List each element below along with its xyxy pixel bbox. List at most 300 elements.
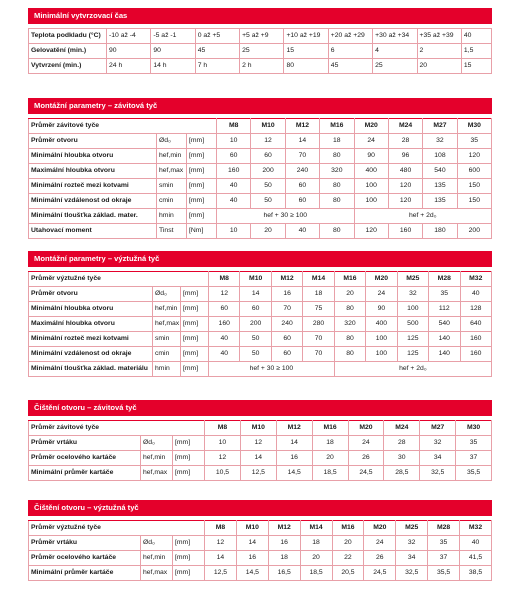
table-row [29,536,492,551]
table-row [29,362,492,377]
value-cell: 60 [271,332,302,347]
value-cell: 45 [195,44,239,59]
symbol-cell: cmin [157,194,187,209]
value-cell: 96 [388,149,422,164]
value-cell: 40 [460,287,492,302]
row-label: Minimální rozteč mezi kotvami [29,179,157,194]
value-cell: 80 [320,194,354,209]
size-header: M25 [397,272,428,287]
value-cell: 10,5 [205,466,241,481]
header-row [29,272,492,287]
value-cell: 128 [460,302,492,317]
table-row [29,44,492,59]
value-cell: 26 [364,551,396,566]
size-header: M14 [303,272,334,287]
value-cell: 30 [384,451,420,466]
value-cell: 20 [312,451,348,466]
value-cell: 12 [205,451,241,466]
size-header: M10 [240,272,271,287]
value-cell: 28 [388,134,422,149]
value-cell: 150 [457,194,491,209]
row-label: Minimální průměr kartáče [29,566,141,581]
table-row [29,436,492,451]
value-cell: 15 [461,59,491,74]
unit-cell: [mm] [181,317,209,332]
value-cell: 32,5 [396,566,428,581]
symbol-cell: hef,min [157,149,187,164]
value-cell: 60 [217,149,251,164]
value-cell: 40 [285,224,319,239]
value-cell: 80 [320,149,354,164]
size-header: M24 [388,119,422,134]
value-cell: 600 [457,164,491,179]
value-cell: 37 [456,451,492,466]
value-cell: 2 [417,44,461,59]
row-label: Maximální hloubka otvoru [29,317,153,332]
value-cell: 60 [209,302,240,317]
size-header: M20 [366,272,397,287]
value-cell: 12 [205,536,237,551]
table-row [29,551,492,566]
value-cell: 240 [271,317,302,332]
value-cell: 60 [271,347,302,362]
size-header: M14 [300,521,332,536]
symbol-cell: hmin [157,209,187,224]
rebar-parameters-table [28,267,492,377]
value-cell: 100 [354,179,388,194]
size-header: M12 [271,272,302,287]
size-header: M28 [428,521,460,536]
table-row [29,59,492,74]
unit-cell: [mm] [187,164,217,179]
value-cell: 280 [303,317,334,332]
unit-cell: [mm] [173,436,205,451]
value-cell: 100 [397,302,428,317]
symbol-cell: cmin [153,347,181,362]
value-cell: 90 [366,302,397,317]
value-cell: 1,5 [461,44,491,59]
symbol-cell: hmin [153,362,181,377]
unit-cell: [mm] [181,287,209,302]
value-cell: 50 [251,179,285,194]
header-label: Průměr výztužné tyče [29,521,205,536]
section-title: Čištění otvoru – výztužná tyč [28,500,492,516]
value-cell: 18 [303,287,334,302]
size-header: M27 [420,421,456,436]
symbol-cell: hef,max [141,466,173,481]
value-cell: 12 [209,287,240,302]
section-title: Montážní parametry – závitová tyč [28,98,492,114]
header-row [29,521,492,536]
value-cell: 320 [334,317,365,332]
value-cell: 16 [236,551,268,566]
value-cell: 38,5 [460,566,492,581]
threaded-rod-cleaning-section [28,400,492,481]
value-cell: 240 [285,164,319,179]
size-header: M10 [240,421,276,436]
value-cell: 41,5 [460,551,492,566]
row-label: Maximální hloubka otvoru [29,164,157,179]
value-cell: 20 [332,536,364,551]
size-header: M10 [236,521,268,536]
size-header: M16 [320,119,354,134]
symbol-cell: Tinst [157,224,187,239]
value-cell: 25 [240,44,284,59]
value-cell: 320 [320,164,354,179]
table-row [29,164,492,179]
value-cell: 14 [236,536,268,551]
table-row [29,451,492,466]
value-cell: 120 [457,149,491,164]
value-cell: 34 [396,551,428,566]
size-header: M16 [334,272,365,287]
value-cell: 40 [460,536,492,551]
value-cell: 10 [217,224,251,239]
value-cell: 15 [284,44,328,59]
value-cell: 40 [461,29,491,44]
value-cell: 90 [354,149,388,164]
value-cell: 20 [251,224,285,239]
value-cell: 10 [217,134,251,149]
value-cell: +10 až +19 [284,29,328,44]
value-cell: 28,5 [384,466,420,481]
symbol-cell: hef,max [141,566,173,581]
value-cell: 24 [364,536,396,551]
size-header: M16 [312,421,348,436]
unit-cell: [mm] [173,551,205,566]
value-cell: +30 až +34 [373,29,417,44]
value-cell: 22 [332,551,364,566]
value-cell: 14 [240,287,271,302]
table-row [29,224,492,239]
unit-cell: [mm] [181,302,209,317]
value-cell: 12,5 [205,566,237,581]
threaded-rod-parameters-table [28,114,492,239]
value-cell: 160 [388,224,422,239]
value-cell: 120 [388,179,422,194]
size-header: M30 [457,119,491,134]
value-cell: 120 [354,224,388,239]
unit-cell: [mm] [187,149,217,164]
value-cell: 14 [285,134,319,149]
value-cell: 180 [423,224,457,239]
value-cell: 40 [209,332,240,347]
value-cell: 112 [429,302,460,317]
value-cell: 40 [217,194,251,209]
value-cell: 18 [268,551,300,566]
value-cell: 70 [303,347,334,362]
value-cell: 0 až +5 [195,29,239,44]
unit-cell: [mm] [187,209,217,224]
size-header: M8 [209,272,240,287]
value-cell: 125 [397,347,428,362]
value-cell: 20,5 [332,566,364,581]
symbol-cell: Ød₀ [157,134,187,149]
value-cell: 80 [334,302,365,317]
value-cell: 40 [217,179,251,194]
value-cell: -5 až -1 [151,29,195,44]
value-cell: 14,5 [276,466,312,481]
unit-cell: [mm] [187,179,217,194]
section-title: Čištění otvoru – závitová tyč [28,400,492,416]
table-row [29,302,492,317]
unit-cell: [mm] [187,134,217,149]
table-row [29,287,492,302]
value-cell: -10 až -4 [107,29,151,44]
table-row [29,29,492,44]
thickness-formula-b: hef + 2d₀ [354,209,492,224]
value-cell: 35 [457,134,491,149]
row-label: Minimální rozteč mezi kotvami [29,332,153,347]
value-cell: 4 [373,44,417,59]
value-cell: 50 [240,332,271,347]
value-cell: 24 [354,134,388,149]
value-cell: 75 [303,302,334,317]
table-row [29,347,492,362]
value-cell: 60 [240,302,271,317]
value-cell: 60 [285,194,319,209]
value-cell: 7 h [195,59,239,74]
value-cell: 70 [285,149,319,164]
symbol-cell: Ød₀ [153,287,181,302]
value-cell: 40 [209,347,240,362]
table-row [29,466,492,481]
value-cell: 540 [429,317,460,332]
value-cell: 50 [251,194,285,209]
table-row [29,317,492,332]
value-cell: 540 [423,164,457,179]
value-cell: 35 [429,287,460,302]
value-cell: 26 [348,451,384,466]
value-cell: 500 [397,317,428,332]
unit-cell: [mm] [187,194,217,209]
row-label: Minimální vzdálenost od okraje [29,347,153,362]
table-row [29,179,492,194]
value-cell: 90 [107,44,151,59]
thickness-formula-a: hef + 30 ≥ 100 [209,362,335,377]
thickness-formula-a: hef + 30 ≥ 100 [217,209,355,224]
value-cell: 135 [423,179,457,194]
value-cell: 24 [348,436,384,451]
value-cell: +5 až +9 [240,29,284,44]
value-cell: 34 [420,451,456,466]
value-cell: 45 [328,59,372,74]
size-header: M8 [205,521,237,536]
value-cell: 70 [271,302,302,317]
header-label: Průměr závitové tyče [29,421,205,436]
section-title: Montážní parametry – výztužná tyč [28,251,492,267]
row-label: Průměr otvoru [29,287,153,302]
value-cell: 100 [366,347,397,362]
row-label: Průměr vrtáku [29,536,141,551]
value-cell: 32 [420,436,456,451]
value-cell: 12 [240,436,276,451]
row-label: Minimální tloušťka základ. materiálu [29,362,153,377]
value-cell: 24,5 [364,566,396,581]
value-cell: 35,5 [456,466,492,481]
symbol-cell: smin [153,332,181,347]
row-label: Vytvrzení (min.) [29,59,107,74]
size-header: M12 [285,119,319,134]
unit-cell: [mm] [181,362,209,377]
row-label: Teplota podkladu (°C) [29,29,107,44]
table-row [29,149,492,164]
value-cell: 200 [457,224,491,239]
size-header: M20 [354,119,388,134]
value-cell: 18,5 [300,566,332,581]
value-cell: 135 [423,194,457,209]
value-cell: 200 [240,317,271,332]
row-label: Průměr ocelového kartáče [29,451,141,466]
value-cell: 35,5 [428,566,460,581]
table-row [29,332,492,347]
header-label: Průměr výztužné tyče [29,272,209,287]
symbol-cell: Ød₀ [141,436,173,451]
value-cell: 14 [276,436,312,451]
value-cell: 108 [423,149,457,164]
table-row [29,194,492,209]
symbol-cell: hef,min [141,451,173,466]
symbol-cell: Ød₀ [141,536,173,551]
value-cell: 125 [397,332,428,347]
row-label: Minimální průměr kartáče [29,466,141,481]
value-cell: 400 [354,164,388,179]
unit-cell: [mm] [173,466,205,481]
value-cell: 24 h [107,59,151,74]
value-cell: +35 až +39 [417,29,461,44]
header-row [29,119,492,134]
row-label: Průměr ocelového kartáče [29,551,141,566]
value-cell: 32 [396,536,428,551]
size-header: M32 [460,521,492,536]
value-cell: 25 [373,59,417,74]
size-header: M20 [348,421,384,436]
size-header: M30 [456,421,492,436]
value-cell: 80 [320,224,354,239]
value-cell: 18 [312,436,348,451]
row-label: Minimální hloubka otvoru [29,302,153,317]
unit-cell: [Nm] [187,224,217,239]
value-cell: 14 [240,451,276,466]
table-row [29,566,492,581]
value-cell: 18,5 [312,466,348,481]
size-header: M8 [205,421,241,436]
value-cell: 18 [300,536,332,551]
value-cell: 24 [366,287,397,302]
unit-cell: [mm] [173,451,205,466]
unit-cell: [mm] [181,332,209,347]
value-cell: 150 [457,179,491,194]
row-label: Gelovatění (min.) [29,44,107,59]
value-cell: 80 [320,179,354,194]
value-cell: 100 [354,194,388,209]
value-cell: 160 [209,317,240,332]
size-header: M12 [276,421,312,436]
value-cell: 80 [334,347,365,362]
size-header: M27 [423,119,457,134]
value-cell: 35 [428,536,460,551]
table-row [29,134,492,149]
value-cell: 37 [428,551,460,566]
value-cell: 400 [366,317,397,332]
value-cell: 160 [460,347,492,362]
curing-time-section [28,8,492,74]
value-cell: 140 [429,347,460,362]
table-row [29,209,492,224]
size-header: M8 [217,119,251,134]
row-label: Průměr vrtáku [29,436,141,451]
value-cell: 100 [366,332,397,347]
rebar-parameters-section [28,251,492,377]
row-label: Minimální hloubka otvoru [29,149,157,164]
value-cell: 16,5 [268,566,300,581]
value-cell: 6 [328,44,372,59]
row-label: Minimální tloušťka základ. mater. [29,209,157,224]
unit-cell: [mm] [173,566,205,581]
value-cell: 80 [334,332,365,347]
threaded-rod-cleaning-table [28,416,492,481]
threaded-rod-parameters-section [28,98,492,239]
value-cell: 70 [303,332,334,347]
size-header: M28 [429,272,460,287]
curing-time-table [28,24,492,74]
value-cell: 60 [251,149,285,164]
value-cell: 20 [334,287,365,302]
value-cell: 120 [388,194,422,209]
value-cell: 16 [276,451,312,466]
value-cell: 20 [300,551,332,566]
value-cell: 80 [284,59,328,74]
row-label: Utahovací moment [29,224,157,239]
value-cell: 35 [456,436,492,451]
value-cell: 16 [271,287,302,302]
value-cell: 140 [429,332,460,347]
value-cell: 160 [217,164,251,179]
value-cell: 60 [285,179,319,194]
value-cell: 16 [268,536,300,551]
unit-cell: [mm] [181,347,209,362]
value-cell: 14 [205,551,237,566]
size-header: M32 [460,272,492,287]
rebar-cleaning-table [28,516,492,581]
value-cell: 32,5 [420,466,456,481]
value-cell: 640 [460,317,492,332]
symbol-cell: smin [157,179,187,194]
row-label: Minimální vzdálenost od okraje [29,194,157,209]
value-cell: 14,5 [236,566,268,581]
value-cell: 50 [240,347,271,362]
value-cell: 200 [251,164,285,179]
value-cell: 14 h [151,59,195,74]
size-header: M20 [364,521,396,536]
value-cell: 2 h [240,59,284,74]
section-title: Minimální vytvrzovací čas [28,8,492,24]
value-cell: 32 [423,134,457,149]
value-cell: 480 [388,164,422,179]
thickness-formula-b: hef + 2d₀ [334,362,491,377]
symbol-cell: hef,min [153,302,181,317]
row-label: Průměr otvoru [29,134,157,149]
symbol-cell: hef,min [141,551,173,566]
header-label: Průměr závitové tyče [29,119,217,134]
value-cell: +20 až +29 [328,29,372,44]
value-cell: 32 [397,287,428,302]
value-cell: 18 [320,134,354,149]
symbol-cell: hef,max [153,317,181,332]
value-cell: 20 [417,59,461,74]
size-header: M16 [332,521,364,536]
value-cell: 12,5 [240,466,276,481]
